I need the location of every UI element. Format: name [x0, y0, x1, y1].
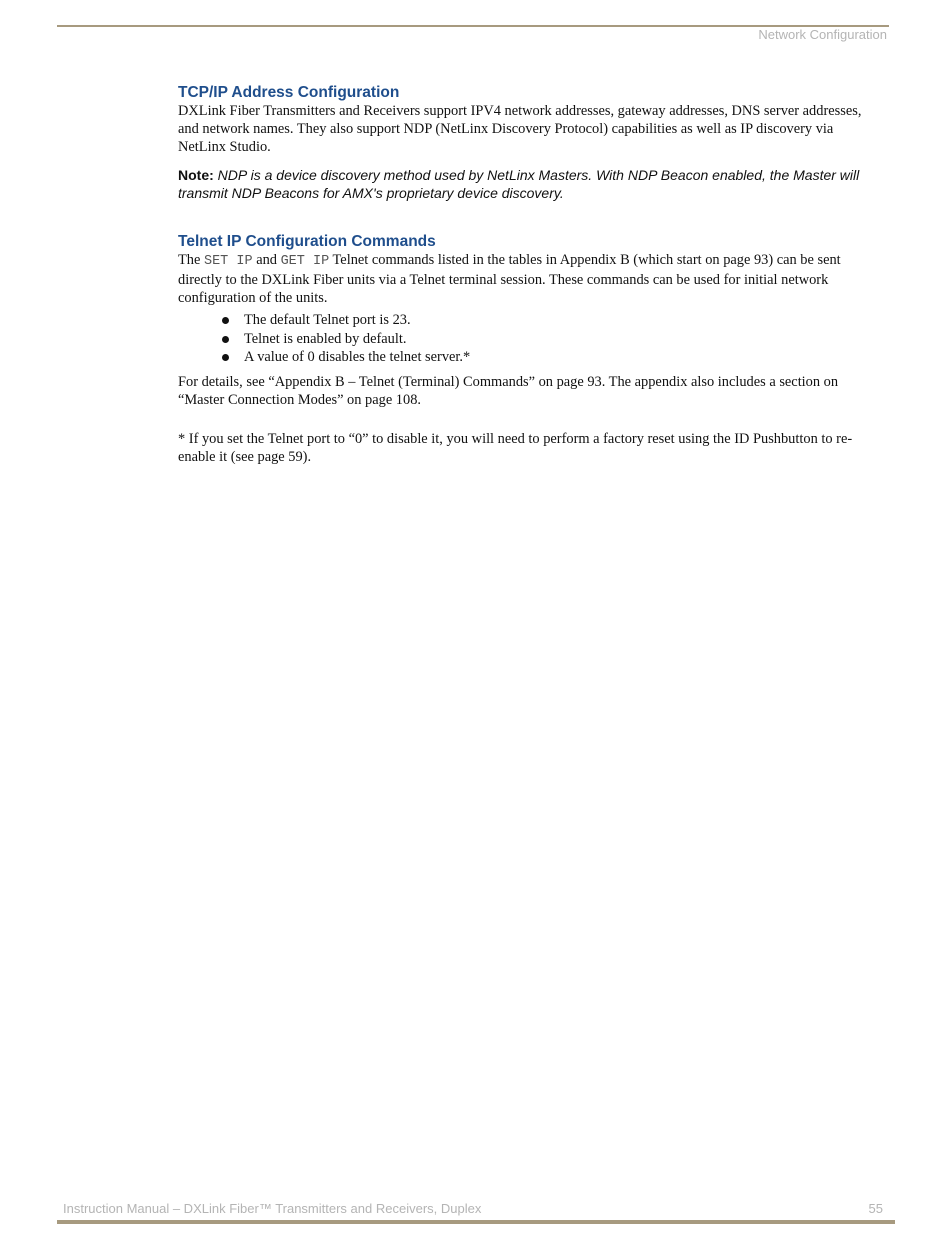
bullet-icon	[222, 336, 229, 343]
note-text: NDP is a device discovery method used by NetLinx Masters. With NDP Beacon enabled, the Master will transmit NDP Beacons for AMX's proprietary device discovery.	[178, 167, 860, 201]
list-item	[178, 348, 884, 367]
bullet-text: Telnet is enabled by default.	[244, 330, 407, 347]
intro-text-start: The	[178, 252, 204, 268]
get-ip-command: GET IP	[280, 254, 330, 269]
telnet-intro	[178, 251, 884, 307]
list-item	[178, 330, 884, 349]
note-block	[178, 166, 884, 202]
bullet-icon	[222, 317, 229, 324]
telnet-details: For details, see “Appendix B – Telnet (Terminal) Commands” on page 93. The appendix also includes a section on “Master Connection Modes” on page 108.	[178, 373, 839, 408]
set-ip-command: SET IP	[203, 254, 253, 269]
telnet-footnote: * If you set the Telnet port to “0” to disable it, you will need to perform a factory reset using the ID Pushbutton to re-enable it (see page 59).	[178, 430, 853, 465]
tcpip-body: DXLink Fiber Transmitters and Receivers support IPV4 network addresses, gateway addresses, DNS server addresses, and network names. They also support NDP (NetLinx Discovery Protocol) capabilities as well as IP discovery via NetLinx Studio.	[178, 103, 862, 155]
bullet-icon	[222, 354, 229, 361]
bullet-text: A value of 0 disables the telnet server.*	[244, 349, 471, 365]
footer-rule	[57, 1220, 895, 1224]
bullet-text: The default Telnet port is 23.	[244, 312, 411, 328]
footer-manual-title: Instruction Manual – DXLink Fiber™ Transmitters and Receivers, Duplex	[63, 1201, 482, 1216]
list-item	[178, 311, 884, 330]
section-heading-tcpip: TCP/IP Address Configuration	[178, 84, 400, 101]
telnet-bullet-list	[178, 311, 884, 367]
intro-text-end: Telnet commands listed in the tables in Appendix B (which start on page 93) can be sent directly to the DXLink Fiber units via a Telnet terminal session. These commands can be used for initial network configuration of the units.	[178, 252, 841, 306]
note-label: Note:	[178, 167, 214, 183]
section-heading-telnet: Telnet IP Configuration Commands	[178, 233, 436, 250]
running-header: Network Configuration	[758, 27, 887, 42]
page-number: 55	[868, 1201, 883, 1216]
page-content	[178, 84, 884, 466]
intro-text-and: and	[252, 252, 281, 268]
